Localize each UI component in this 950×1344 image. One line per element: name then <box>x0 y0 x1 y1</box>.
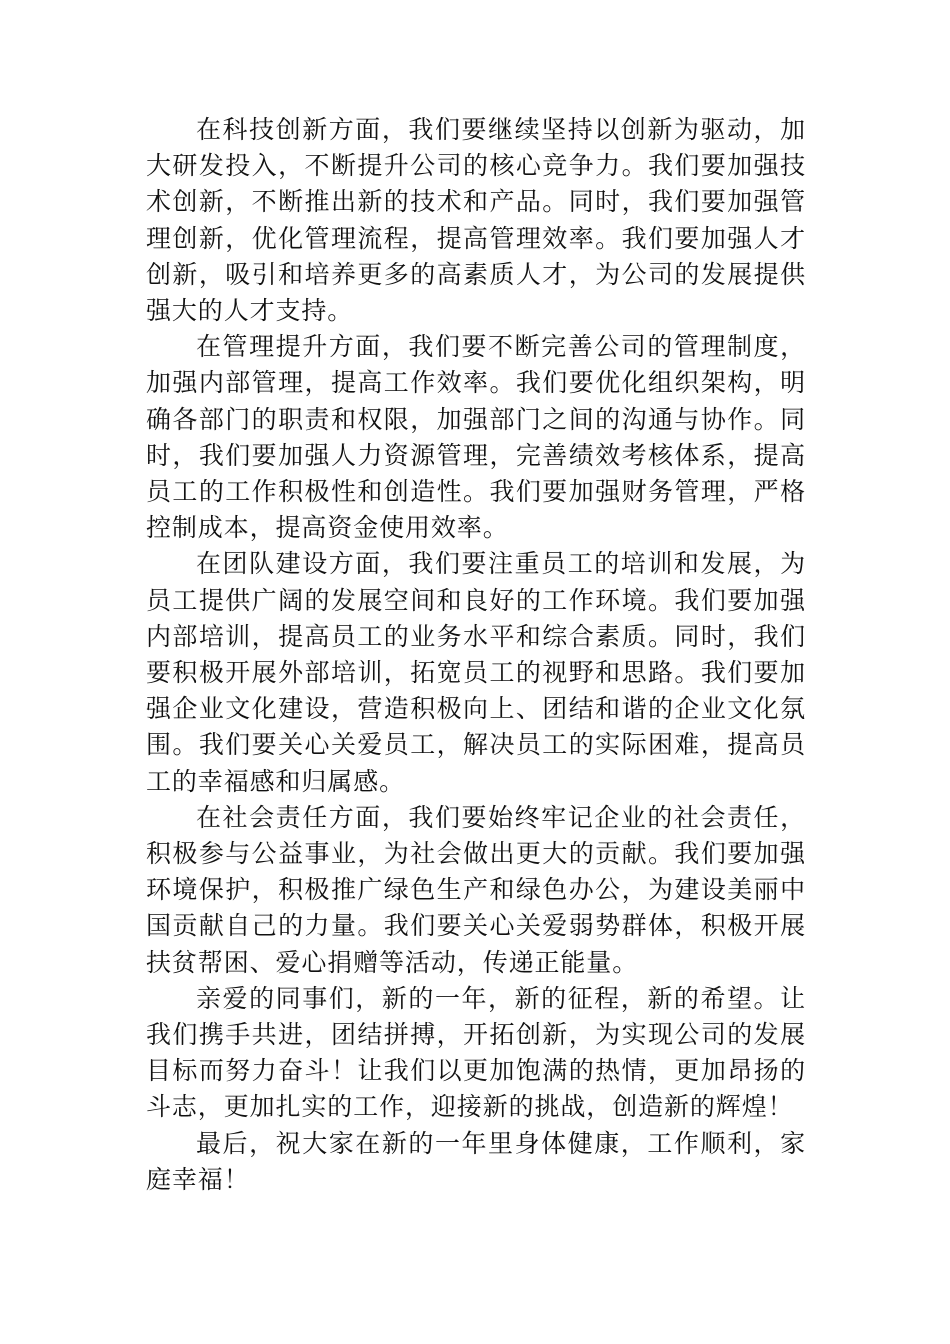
paragraph-management-improvement: 在管理提升方面，我们要不断完善公司的管理制度，加强内部管理，提高工作效率。我们要优化组织架构，明确各部门的职责和权限，加强部门之间的沟通与协作。同时，我们要加强人力资源管理，完善绩效考核体系，提高员工的工作积极性和创造性。我们要加强财务管理，严格控制成本，提高资金使用效率。 <box>146 332 806 543</box>
paragraph-closing-wishes: 最后，祝大家在新的一年里身体健康，工作顺利，家庭幸福！ <box>146 1128 806 1194</box>
paragraph-social-responsibility: 在社会责任方面，我们要始终牢记企业的社会责任，积极参与公益事业，为社会做出更大的贡献。我们要加强环境保护，积极推广绿色生产和绿色办公，为建设美丽中国贡献自己的力量。我们要关心关爱弱势群体，积极开展扶贫帮困、爱心捐赠等活动，传递正能量。 <box>146 802 806 977</box>
paragraph-call-to-action: 亲爱的同事们，新的一年，新的征程，新的希望。让我们携手共进，团结拼搏，开拓创新，为实现公司的发展目标而努力奋斗！让我们以更加饱满的热情，更加昂扬的斗志，更加扎实的工作，迎接新的挑战，创造新的辉煌！ <box>146 983 806 1122</box>
document-body <box>146 112 806 1198</box>
paragraph-team-building: 在团队建设方面，我们要注重员工的培训和发展，为员工提供广阔的发展空间和良好的工作环境。我们要加强内部培训，提高员工的业务水平和综合素质。同时，我们要积极开展外部培训，拓宽员工的视野和思路。我们要加强企业文化建设，营造积极向上、团结和谐的企业文化氛围。我们要关心关爱员工，解决员工的实际困难，提高员工的幸福感和归属感。 <box>146 549 806 796</box>
paragraph-technology-innovation: 在科技创新方面，我们要继续坚持以创新为驱动，加大研发投入，不断提升公司的核心竞争力。我们要加强技术创新，不断推出新的技术和产品。同时，我们要加强管理创新，优化管理流程，提高管理效率。我们要加强人才创新，吸引和培养更多的高素质人才，为公司的发展提供强大的人才支持。 <box>146 115 806 326</box>
